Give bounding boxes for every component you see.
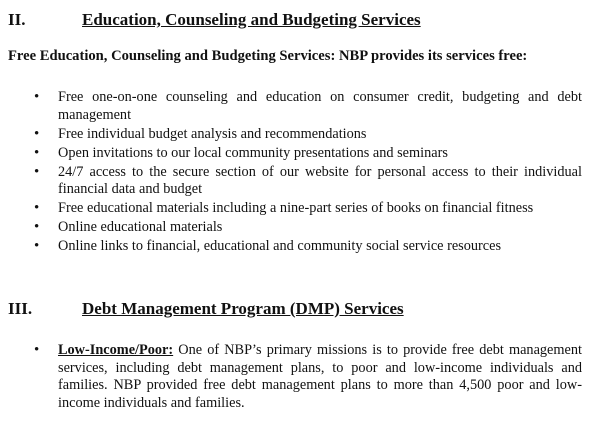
dmp-list xyxy=(30,342,582,414)
section-title: Debt Management Program (DMP) Services xyxy=(82,299,404,318)
item-text: One of NBP’s primary missions is to provide free debt management services, including debt management plans, to poor and low-income individuals and families. NBP provided free debt management plans to more than 4,500 poor and low-income individuals and families. xyxy=(58,342,582,411)
section-number: II. xyxy=(8,10,26,29)
list-item: • Free one-on-one counseling and education on consumer credit, budgeting and debt management xyxy=(30,89,582,124)
section-intro: Free Education, Counseling and Budgeting Services: NBP provides its services free: xyxy=(8,48,528,64)
list-item xyxy=(30,342,582,412)
list-item: • Open invitations to our local community presentations and seminars xyxy=(30,145,582,163)
list-item: • Free educational materials including a nine-part series of books on financial fitness xyxy=(30,200,582,218)
item-lead: Low-Income/Poor: xyxy=(58,342,174,358)
services-list xyxy=(30,89,582,257)
section-heading-3 xyxy=(8,299,404,319)
list-item: • Free individual budget analysis and recommendations xyxy=(30,126,582,144)
list-item: • Online educational materials xyxy=(30,219,582,237)
section-title: Education, Counseling and Budgeting Services xyxy=(82,10,421,29)
list-item: • 24/7 access to the secure section of our website for personal access to their individual financial data and budget xyxy=(30,164,582,199)
list-item: • Online links to financial, educational and community social service resources xyxy=(30,238,582,256)
section-heading-2 xyxy=(8,10,421,30)
section-number: III. xyxy=(8,299,33,318)
